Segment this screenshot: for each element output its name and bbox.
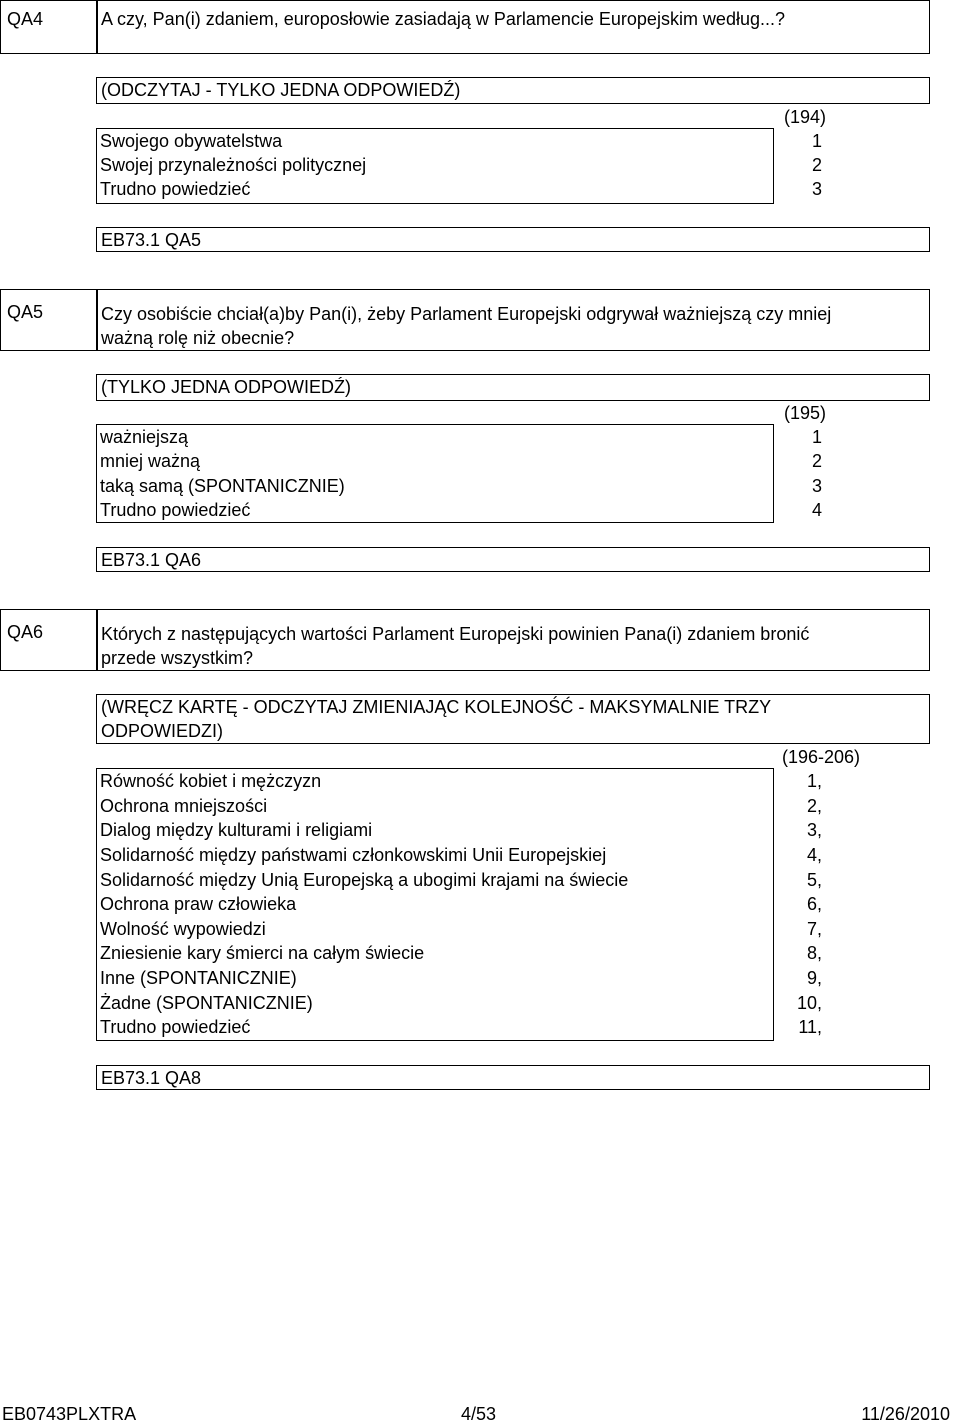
qa6-answer-label: Zniesienie kary śmierci na całym świecie bbox=[100, 943, 425, 963]
qa5-answer-code: 1 bbox=[811, 427, 822, 447]
qa6-answer-code: 11, bbox=[798, 1017, 822, 1037]
qa5-answer-label: ważniejszą bbox=[100, 427, 189, 447]
qa6-ref-box bbox=[96, 1065, 930, 1090]
qa4-answer-label: Swojej przynależności politycznej bbox=[100, 155, 367, 175]
qa4-id-box bbox=[0, 0, 98, 54]
qa5-instruction: (TYLKO JEDNA ODPOWIEDŹ) bbox=[101, 377, 352, 397]
qa6-answer-code: 5, bbox=[806, 870, 822, 890]
qa4-ref: EB73.1 QA5 bbox=[101, 230, 202, 250]
qa6-answer-label: Wolność wypowiedzi bbox=[100, 919, 266, 939]
qa5-answer-label: taką samą (SPONTANICZNIE) bbox=[100, 476, 345, 496]
qa5-instruction-box bbox=[96, 374, 930, 401]
qa4-answer-code: 3 bbox=[811, 179, 822, 199]
qa6-instruction-box bbox=[96, 694, 930, 744]
footer-doc-code: EB0743PLXTRA bbox=[2, 1404, 137, 1424]
qa4-answer-label: Trudno powiedzieć bbox=[100, 179, 251, 199]
qa4-answer-label: Swojego obywatelstwa bbox=[100, 131, 283, 151]
qa4-ref-box bbox=[96, 227, 930, 252]
qa6-answer-label: Dialog między kulturami i religiami bbox=[100, 820, 373, 840]
qa6-instruction-line1: (WRĘCZ KARTĘ - ODCZYTAJ ZMIENIAJĄC KOLEJNOŚĆ - MAKSYMALNIE TRZY bbox=[101, 697, 772, 717]
qa6-answer-label: Ochrona mniejszości bbox=[100, 796, 268, 816]
qa4-instruction-box bbox=[96, 77, 930, 104]
qa6-answer-code: 4, bbox=[806, 845, 822, 865]
qa4-question: A czy, Pan(i) zdaniem, europosłowie zasiadają w Parlamencie Europejskim według...? bbox=[101, 9, 785, 29]
qa4-answer-code: 1 bbox=[811, 131, 822, 151]
qa6-instruction-line2: ODPOWIEDZI) bbox=[101, 721, 223, 741]
qa6-id: QA6 bbox=[7, 622, 44, 642]
footer-date: 11/26/2010 bbox=[861, 1404, 950, 1424]
qa5-question-box bbox=[96, 289, 930, 351]
qa6-answer-code: 3, bbox=[806, 820, 822, 840]
qa6-answer-label: Trudno powiedzieć bbox=[100, 1017, 251, 1037]
qa6-answer-code: 7, bbox=[806, 919, 822, 939]
qa5-question-line1: Czy osobiście chciał(a)by Pan(i), żeby Parlament Europejski odgrywał ważniejszą czy mniej bbox=[101, 304, 832, 324]
qa5-answer-label: mniej ważną bbox=[100, 451, 201, 471]
qa6-answer-code: 1, bbox=[806, 771, 822, 791]
qa6-answer-code: 2, bbox=[806, 796, 822, 816]
qa6-answer-label: Równość kobiet i mężczyzn bbox=[100, 771, 322, 791]
footer-page-number: 4/53 bbox=[461, 1404, 497, 1424]
qa4-id: QA4 bbox=[7, 9, 44, 29]
qa6-answer-label: Inne (SPONTANICZNIE) bbox=[100, 968, 297, 988]
qa6-code-header: (196-206) bbox=[781, 747, 860, 767]
qa5-answer-code: 4 bbox=[811, 500, 822, 520]
qa6-question-line1: Których z następujących wartości Parlament Europejski powinien Pana(i) zdaniem bronić bbox=[101, 624, 810, 644]
qa5-id: QA5 bbox=[7, 302, 44, 322]
qa5-code-header: (195) bbox=[783, 403, 826, 423]
qa6-ref: EB73.1 QA8 bbox=[101, 1068, 202, 1088]
qa5-question-line2: ważną rolę niż obecnie? bbox=[101, 328, 295, 348]
qa6-answer-label: Ochrona praw człowieka bbox=[100, 894, 297, 914]
qa5-id-box bbox=[0, 289, 98, 351]
qa5-answer-label: Trudno powiedzieć bbox=[100, 500, 251, 520]
qa4-instruction: (ODCZYTAJ - TYLKO JEDNA ODPOWIEDŹ) bbox=[101, 80, 461, 100]
qa4-question-box bbox=[96, 0, 930, 54]
qa6-answer-label: Żadne (SPONTANICZNIE) bbox=[100, 993, 313, 1013]
qa5-ref-box bbox=[96, 547, 930, 572]
qa5-ref: EB73.1 QA6 bbox=[101, 550, 202, 570]
qa4-code-header: (194) bbox=[783, 107, 826, 127]
qa6-answer-code: 10, bbox=[796, 993, 822, 1013]
qa6-id-box bbox=[0, 609, 98, 671]
qa5-answer-code: 3 bbox=[811, 476, 822, 496]
qa6-answer-code: 6, bbox=[806, 894, 822, 914]
qa6-answer-label: Solidarność między państwami członkowskimi Unii Europejskiej bbox=[100, 845, 607, 865]
qa6-question-box bbox=[96, 609, 930, 671]
qa6-question-line2: przede wszystkim? bbox=[101, 648, 254, 668]
qa6-answer-label: Solidarność między Unią Europejską a ubogimi krajami na świecie bbox=[100, 870, 629, 890]
qa4-answer-code: 2 bbox=[811, 155, 822, 175]
qa6-answer-code: 8, bbox=[806, 943, 822, 963]
qa6-answer-code: 9, bbox=[806, 968, 822, 988]
qa5-answer-code: 2 bbox=[811, 451, 822, 471]
